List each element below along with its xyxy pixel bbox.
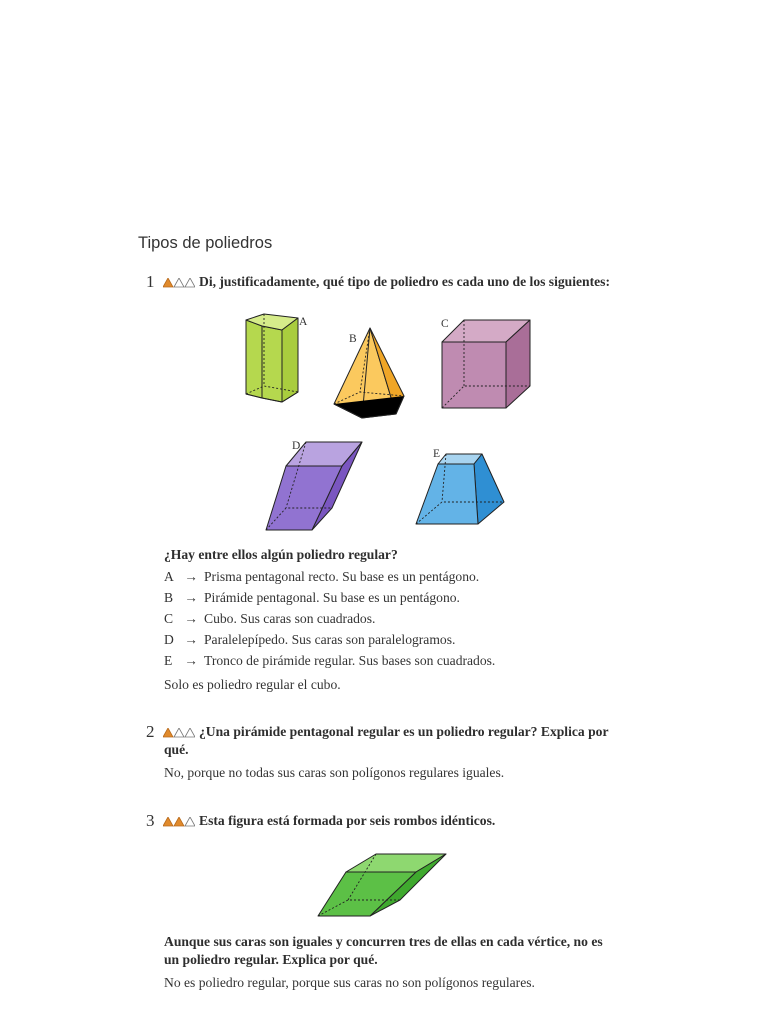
answer-letter: E [164, 653, 173, 668]
exercise-3-question: Esta figura está formada por seis rombos idénticos. [199, 813, 496, 828]
exercise-2-question-line2: qué. [164, 742, 189, 757]
answer-text: Cubo. Sus caras son cuadrados. [204, 611, 376, 626]
figure-label-e: E [433, 448, 441, 460]
exercise-3-answer: No es poliedro regular, porque sus caras no son polígonos regulares. [164, 975, 535, 990]
answer-letter: A [164, 569, 174, 584]
exercise-2-answer: No, porque no todas sus caras son polígonos regulares iguales. [164, 765, 505, 780]
exercise-1-conclusion: Solo es poliedro regular el cubo. [164, 677, 341, 692]
exercise-2-question-line1: ¿Una pirámide pentagonal regular es un poliedro regular? Explica por [199, 724, 609, 739]
figure-label-b: B [349, 333, 357, 345]
parallelepiped-figure [262, 438, 366, 534]
answer-row-d [164, 629, 495, 650]
exercise-3-subquestion-line1: Aunque sus caras son iguales y concurren tres de ellas en cada vértice, no es [164, 934, 603, 949]
answer-text: Prisma pentagonal recto. Su base es un pentágono. [204, 569, 480, 584]
rhombohedron-figure [314, 850, 450, 920]
answer-row-a [164, 566, 495, 587]
section-title: Tipos de poliedros [138, 234, 273, 252]
exercise-1-number: 1 [146, 272, 155, 291]
exercise-3-subquestion-line2: un poliedro regular. Explica por qué. [164, 952, 378, 967]
answer-text: Pirámide pentagonal. Su base es un pentágono. [204, 590, 460, 605]
pentagonal-pyramid-figure [330, 324, 410, 422]
difficulty-icon [163, 278, 195, 288]
answer-letter: D [164, 632, 174, 647]
exercise-1-question: Di, justificadamente, qué tipo de poliedro es cada uno de los siguientes: [199, 274, 610, 289]
arrow-icon: → [184, 611, 198, 626]
exercise-2-number: 2 [146, 722, 155, 741]
answer-row-b [164, 587, 495, 608]
exercise-1-answers [164, 566, 495, 671]
arrow-icon: → [184, 653, 198, 668]
arrow-icon: → [184, 569, 198, 584]
frustum-figure [412, 452, 508, 528]
difficulty-icon [163, 728, 195, 738]
arrow-icon: → [184, 632, 198, 647]
exercise-3-number: 3 [146, 811, 155, 830]
arrow-icon: → [184, 590, 198, 605]
figure-label-c: C [441, 318, 449, 330]
cube-figure [438, 316, 534, 412]
figure-label-a: A [299, 316, 308, 328]
exercise-1-subquestion: ¿Hay entre ellos algún poliedro regular? [164, 547, 398, 562]
difficulty-icon [163, 817, 195, 827]
answer-row-e [164, 650, 495, 671]
answer-letter: B [164, 590, 174, 605]
answer-letter: C [164, 611, 174, 626]
answer-text: Tronco de pirámide regular. Sus bases son cuadrados. [204, 653, 496, 668]
figure-label-d: D [292, 440, 301, 452]
answer-row-c [164, 608, 495, 629]
answer-text: Paralelepípedo. Sus caras son paralelogramos. [204, 632, 456, 647]
